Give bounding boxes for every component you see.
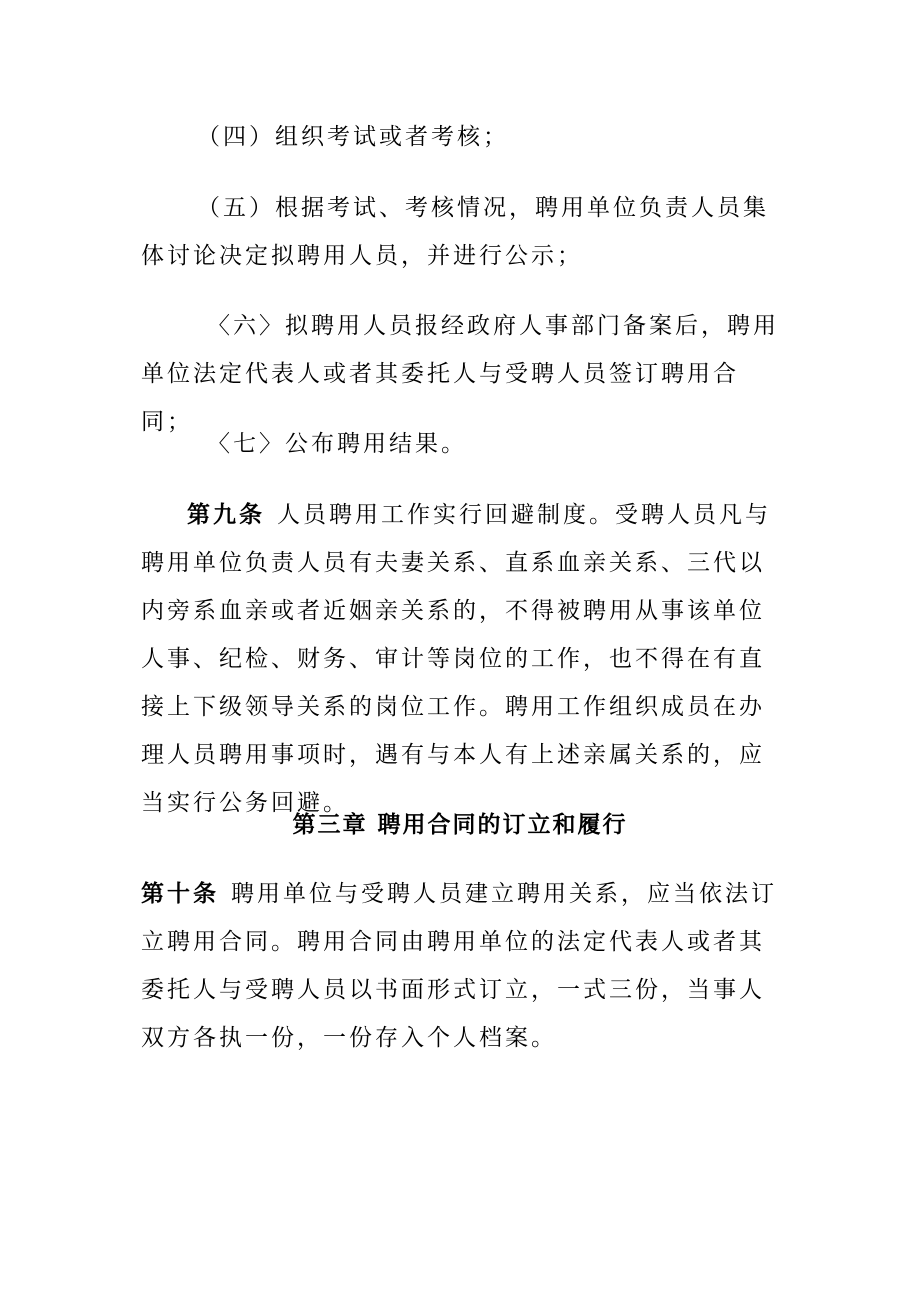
article-10-label: 第十条 [141, 881, 219, 907]
item-five: （五）根据考试、考核情况，聘用单位负责人员集体讨论决定拟聘用人员，并进行公示； [141, 195, 769, 269]
article-9 [141, 491, 786, 827]
item-seven: 〈七〉公布聘用结果。 [207, 431, 467, 457]
article-10-text: 聘用单位与受聘人员建立聘用关系，应当依法订立聘用合同。聘用合同由聘用单位的法定代表人或者其委托人与受聘人员以书面形式订立，一式三份，当事人双方各执一份，一份存入个人档案。 [141, 881, 777, 1051]
item-four: （四）组织考试或者考核； [197, 124, 509, 150]
article-10 [141, 870, 786, 1062]
chapter-title: 第三章 聘用合同的订立和履行 [292, 812, 628, 838]
item-six: 〈六〉拟聘用人员报经政府人事部门备案后，聘用单位法定代表人或者其委托人与受聘人员签订聘用合同； [141, 313, 779, 435]
article-9-label: 第九条 [187, 502, 265, 528]
article-9-text: 人员聘用工作实行回避制度。受聘人员凡与聘用单位负责人员有夫妻关系、直系血亲关系、三代以内旁系血亲或者近姻亲关系的，不得被聘用从事该单位人事、纪检、财务、审计等岗位的工作，也不得在有直接上下级领导关系的岗位工作。聘用工作组织成员在办理人员聘用事项时，遇有与本人有上述亲属关系的，应当实行公务回避。 [141, 502, 771, 816]
